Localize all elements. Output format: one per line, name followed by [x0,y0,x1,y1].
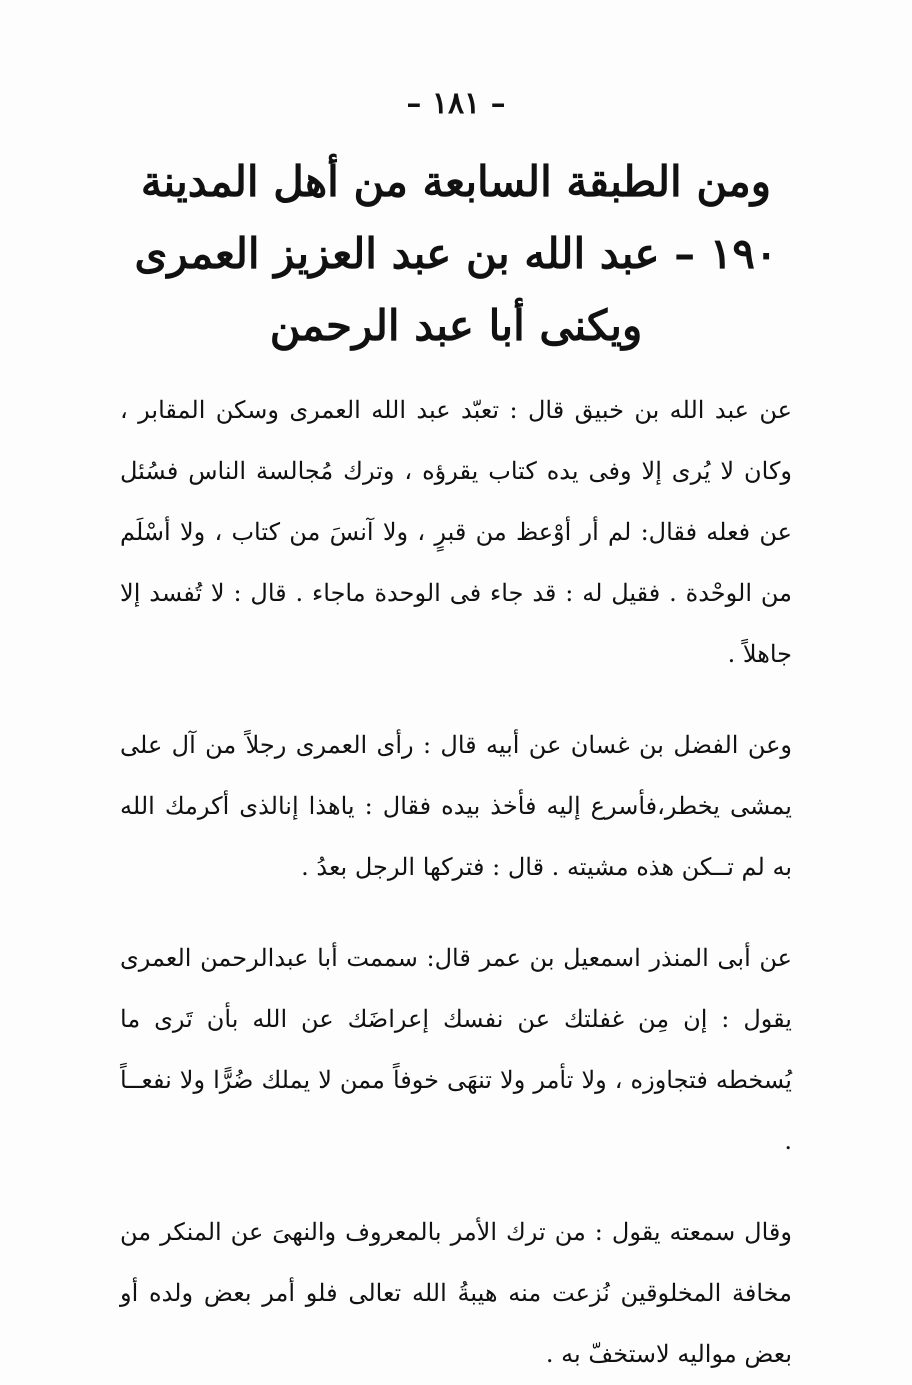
entry-kunya: ويكنى أبا عبد الرحمن [269,301,643,350]
page-number: – ١٨١ – [406,86,506,121]
body-text [120,380,792,1385]
entry-title: ١٩٠ – عبد الله بن عبد العزيز العمرى [134,229,778,278]
paragraph-4: وقال سمعته يقول : من ترك الأمر بالمعروف والنهىَ عن المنكر من مخافة المخلوقين نُزعت منه هيبةُ الله تعالى فلو أمر بعض ولده أو بعض مواليه لاستخفّ به . [120,1218,792,1368]
paragraph-1: عن عبد الله بن خبيق قال : تعبّد عبد الله العمرى وسكن المقابر ، وكان لا يُرى إلا وفى يده كتاب يقرؤه ، وترك مُجالسة الناس فسُئل عن فعله فقال: لم أر أوْعظ من قبرٍ ، ولا آنسَ من كتاب ، ولا أسْلَم من الوحْدة . فقيل له : قد جاء فى الوحدة ماجاء . قال : لا تُفسد إلا جاهلاً . [120,396,792,668]
paragraph-3: عن أبى المنذر اسمعيل بن عمر قال: سممت أبا عبدالرحمن العمرى يقول : إن مِن غفلتك عن نفسك إعراضَك عن الله بأن تَرى ما يُسخطه فتجاوزه ، ولا تأمر ولا تنهَى خوفاً ممن لا يملك ضُرًّا ولا نفعــاً . [120,944,792,1155]
section-heading: ومن الطبقة السابعة من أهل المدينة [140,157,772,206]
paragraph-2: وعن الفضل بن غسان عن أبيه قال : رأى العمرى رجلاً من آل على يمشى يخطر،فأسرع إليه فأخذ بيده فقال : ياهذا إنالذى أكرمك الله به لم تــكن هذه مشيته . قال : فتركها الرجل بعدُ . [120,731,792,881]
